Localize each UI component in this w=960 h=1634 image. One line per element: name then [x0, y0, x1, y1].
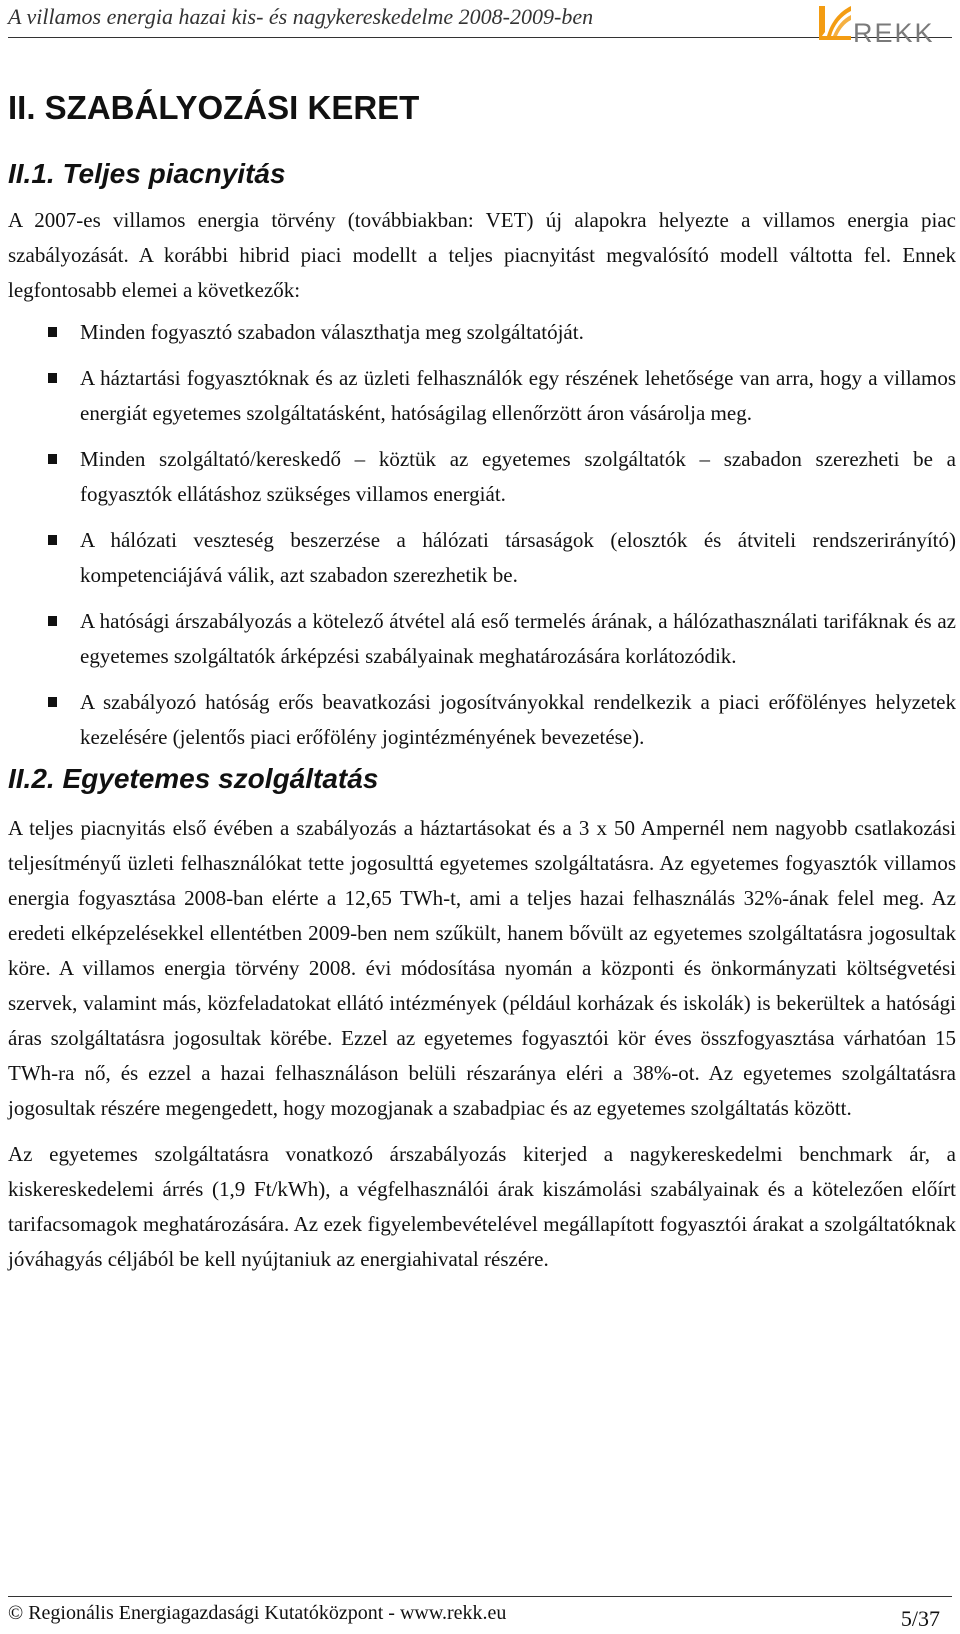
bullet-item — [8, 361, 956, 431]
page-number: 5/37 — [900, 1606, 940, 1631]
section1-intro: A 2007-es villamos energia törvény (továbbiakban: VET) új alapokra helyezte a villamos energia piac szabályozását. A korábbi hibrid piaci modellt a teljes piacnyitást megvalósító modell váltotta fel. Ennek legfontosabb elemei a következők: — [8, 208, 956, 302]
bullet-text: A szabályozó hatóság erős beavatkozási jogosítványokkal rendelkezik a piaci erőfölényes helyzetek kezelésére (jelentős piaci erőfölény jogintézményének bevezetése). — [80, 690, 956, 749]
bullet-item — [8, 442, 956, 512]
bullet-text: Minden fogyasztó szabadon választhatja meg szolgáltatóját. — [80, 320, 584, 344]
bullet-item — [8, 523, 956, 593]
rekk-logo-icon — [815, 2, 855, 42]
bullet-item — [8, 315, 956, 350]
bullet-square-icon — [48, 454, 57, 464]
section2-paragraph-2: Az egyetemes szolgáltatásra vonatkozó árszabályozás kiterjed a nagykereskedelmi benchmark ár, a kiskereskedelemi árrés (1,9 Ft/kWh), a végfelhasználói árak kiszámolási szabályainak és a kötelezően előírt tarifacsomagok meghatározására. Az ezek figyelembevételével megállapított fogyasztói árakat a szolgáltatóknak jóváhagyás céljából be kell nyújtaniuk az energiahivatal részére. — [8, 1142, 956, 1271]
footer-rule — [8, 1596, 952, 1597]
bullet-text: A hatósági árszabályozás a kötelező átvétel alá eső termelés árának, a hálózathasználati tarifáknak és az egyetemes szolgáltatók árképzési szabályainak meghatározására korlátozódik. — [80, 609, 956, 668]
running-header: A villamos energia hazai kis- és nagykereskedelme 2008-2009-ben — [8, 4, 594, 29]
bullet-square-icon — [48, 373, 57, 383]
bullet-text: A háztartási fogyasztóknak és az üzleti felhasználók egy részének lehetősége van arra, hogy a villamos energiát egyetemes szolgáltatásként, hatóságilag ellenőrzött áron vásárolja meg. — [80, 366, 956, 425]
bullet-item — [8, 604, 956, 674]
bullet-square-icon — [48, 697, 57, 707]
section1-bullet-list — [8, 315, 956, 755]
section2-paragraph-1: A teljes piacnyitás első évében a szabályozás a háztartásokat és a 3 x 50 Ampernél nem nagyobb csatlakozási teljesítményű üzleti felhasználókat tette jogosulttá egyetemes szolgáltatásra. Az egyetemes fogyasztók villamos energia fogyasztása 2008-ban elérte a 12,65 TWh-t, ami a teljes hazai felhasználás 32%-ának felel meg. Az eredeti elképzelésekkel ellentétben 2009-ben nem szűkült, hanem bővült az egyetemes szolgáltatásra jogosultak köre. A villamos energia törvény 2008. évi módosítása nyomán a központi és önkormányzati költségvetési szervek, valamint más, közfeladatokat ellátó intézmények (például korházak és iskolák) is bekerültek a hatósági áras szolgáltatásra jogosultak körébe. Ezzel az egyetemes fogyasztói kör éves összfogyasztása várhatóan 15 TWh-ra nő, és ezzel a hazai felhasználáson belüli részaránya eléri a 38%-ot. Az egyetemes szolgáltatásra jogosultak részére megengedett, hogy mozogjanak a szabadpiac és az egyetemes szolgáltatás között. — [8, 816, 956, 1120]
rekk-logo — [815, 2, 955, 48]
logo-wordmark: REKK — [853, 18, 935, 48]
header-rule — [8, 37, 952, 38]
main-content — [8, 80, 956, 1277]
bullet-square-icon — [48, 616, 57, 626]
bullet-text: Minden szolgáltató/kereskedő – köztük az egyetemes szolgáltatók – szabadon szerezheti be a fogyasztók ellátáshoz szükséges villamos energiát. — [80, 447, 956, 506]
bullet-square-icon — [48, 327, 57, 337]
bullet-item — [8, 685, 956, 755]
section-title-2: II.2. Egyetemes szolgáltatás — [8, 763, 379, 794]
bullet-square-icon — [48, 535, 57, 545]
chapter-title: II. SZABÁLYOZÁSI KERET — [8, 89, 420, 126]
bullet-text: A hálózati veszteség beszerzése a hálózati társaságok (elosztók és átviteli rendszerirányító) kompetenciájává válik, azt szabadon szerezhetik be. — [80, 528, 956, 587]
section-title-1: II.1. Teljes piacnyitás — [8, 158, 286, 189]
footer-copyright: © Regionális Energiagazdasági Kutatóközpont - www.rekk.eu — [8, 1602, 507, 1624]
